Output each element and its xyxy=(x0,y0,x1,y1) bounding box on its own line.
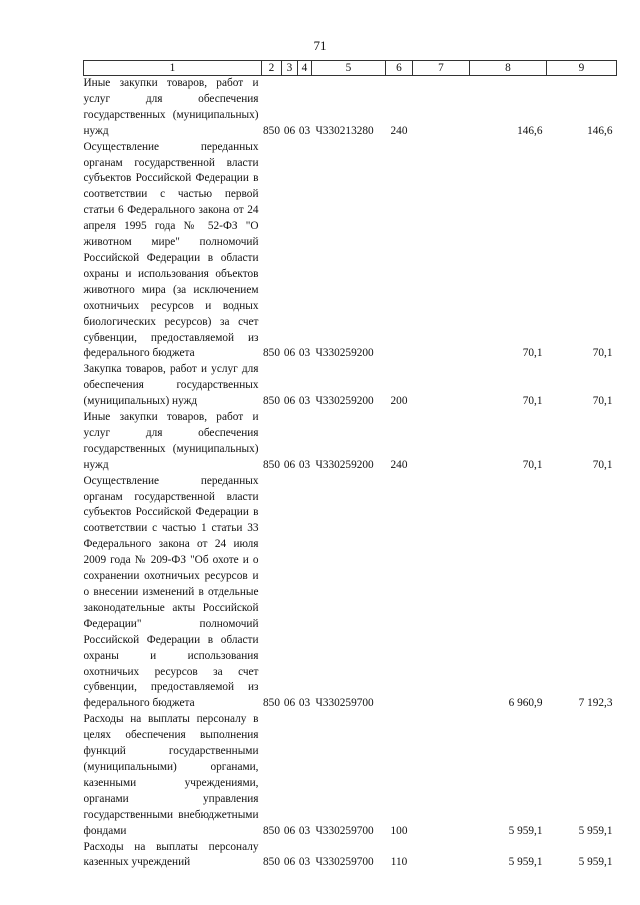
row-amount-col9: 146,6 xyxy=(587,124,613,137)
row-admin-code: 850 xyxy=(263,697,280,710)
row-section-code: 06 xyxy=(283,347,296,360)
header-row xyxy=(84,61,617,76)
row-section-code: 06 xyxy=(283,395,296,408)
row-amount-col8: 70,1 xyxy=(522,395,543,408)
table-row xyxy=(84,712,617,839)
row-admin-code: 850 xyxy=(263,124,280,137)
row-name: Расходы на выплаты персоналу казенных учреждений xyxy=(83,840,259,869)
row-amount-col8: 5 959,1 xyxy=(508,856,543,869)
row-amount-col8: 70,1 xyxy=(522,458,543,471)
row-subsection-code: 03 xyxy=(298,395,311,408)
header-cell: 2 xyxy=(262,61,282,76)
row-col7 xyxy=(413,362,470,410)
row-amount-col9: 7 192,3 xyxy=(578,697,613,710)
row-admin-code: 850 xyxy=(263,395,280,408)
row-section-code: 06 xyxy=(283,824,296,837)
row-name: Закупка товаров, работ и услуг для обеспечения государственных (муниципальных) нужд xyxy=(83,363,259,408)
row-amount-col9: 70,1 xyxy=(592,458,613,471)
header-cell: 6 xyxy=(386,61,413,76)
page-number: 71 xyxy=(313,38,327,53)
table-row xyxy=(84,76,617,140)
table-row xyxy=(84,362,617,410)
row-admin-code: 850 xyxy=(263,347,280,360)
row-section-code: 06 xyxy=(283,856,296,869)
row-name: Иные закупки товаров, работ и услуг для обеспечения государственных (муниципальных) нужд xyxy=(83,77,259,137)
row-amount-col8: 5 959,1 xyxy=(508,824,543,837)
budget-table xyxy=(83,60,617,871)
header-cell: 4 xyxy=(298,61,312,76)
row-admin-code: 850 xyxy=(263,824,280,837)
row-expense-type: 240 xyxy=(390,458,408,471)
row-subsection-code: 03 xyxy=(298,697,311,710)
row-name: Расходы на выплаты персоналу в целях обеспечения выполнения функций государственными (муниципальными) органами, казенными учреждениями, органами управления государственными внебюджетными фондами xyxy=(83,713,259,837)
header-cell: 5 xyxy=(312,61,386,76)
row-amount-col9: 70,1 xyxy=(592,395,613,408)
header-cell: 1 xyxy=(84,61,262,76)
row-col7 xyxy=(413,76,470,140)
row-subsection-code: 03 xyxy=(298,347,311,360)
row-amount-col8: 146,6 xyxy=(517,124,543,137)
row-target-code: Ч330259700 xyxy=(315,856,374,869)
row-name: Иные закупки товаров, работ и услуг для обеспечения государственных (муниципальных) нужд xyxy=(83,411,259,471)
row-section-code: 06 xyxy=(283,697,296,710)
row-expense-type: 110 xyxy=(390,856,408,869)
row-expense-type: 200 xyxy=(390,395,408,408)
row-expense-type: 100 xyxy=(390,824,408,837)
row-amount-col9: 70,1 xyxy=(592,347,613,360)
row-target-code: Ч330259200 xyxy=(315,347,374,360)
row-target-code: Ч330259700 xyxy=(315,824,374,837)
row-subsection-code: 03 xyxy=(298,856,311,869)
row-admin-code: 850 xyxy=(263,856,280,869)
row-col7 xyxy=(413,840,470,872)
row-expense-type xyxy=(386,140,413,363)
header-cell: 7 xyxy=(413,61,470,76)
row-col7 xyxy=(413,410,470,474)
header-cell: 9 xyxy=(547,61,617,76)
row-expense-type xyxy=(386,474,413,713)
row-subsection-code: 03 xyxy=(298,458,311,471)
row-expense-type: 240 xyxy=(390,124,408,137)
table-row xyxy=(84,410,617,474)
row-section-code: 06 xyxy=(283,458,296,471)
row-target-code: Ч330259700 xyxy=(315,697,374,710)
row-amount-col9: 5 959,1 xyxy=(578,856,613,869)
table-row xyxy=(84,474,617,713)
row-col7 xyxy=(413,140,470,363)
row-name: Осуществление переданных органам государственной власти субъектов Российской Федерации в соответствии с частью 1 статьи 33 Федерального закона от 24 июля 2009 года № 209-ФЗ "Об охоте и о сохранении охотничьих ресурсов и о внесении изменений в отдельные законодательные акты Российской Федерации" полномочий Российской Федерации в области охраны и использования охотничьих ресурсов за счет субвенции, предоставляемой из федерального бюджета xyxy=(83,474,259,710)
row-admin-code: 850 xyxy=(263,458,280,471)
table-row xyxy=(84,840,617,872)
row-col7 xyxy=(413,712,470,839)
row-section-code: 06 xyxy=(283,124,296,137)
table-row xyxy=(84,140,617,363)
row-amount-col8: 6 960,9 xyxy=(508,697,543,710)
row-target-code: Ч330213280 xyxy=(315,124,374,137)
row-amount-col8: 70,1 xyxy=(522,347,543,360)
row-subsection-code: 03 xyxy=(298,124,311,137)
row-subsection-code: 03 xyxy=(298,824,311,837)
row-target-code: Ч330259200 xyxy=(315,458,374,471)
row-amount-col9: 5 959,1 xyxy=(578,824,613,837)
header-cell: 8 xyxy=(470,61,547,76)
row-col7 xyxy=(413,474,470,713)
row-name: Осуществление переданных органам государственной власти субъектов Российской Федерации в соответствии с частью первой статьи 6 Федерального закона от 24 апреля 1995 года № 52-ФЗ "О животном мире" полномочий Российской Федерации в области охраны и использования объектов животного мира (за исключением охотничьих ресурсов и водных биологических ресурсов) за счет субвенции, предоставляемой из федерального бюджета xyxy=(83,140,259,360)
row-target-code: Ч330259200 xyxy=(315,395,374,408)
header-cell: 3 xyxy=(282,61,298,76)
